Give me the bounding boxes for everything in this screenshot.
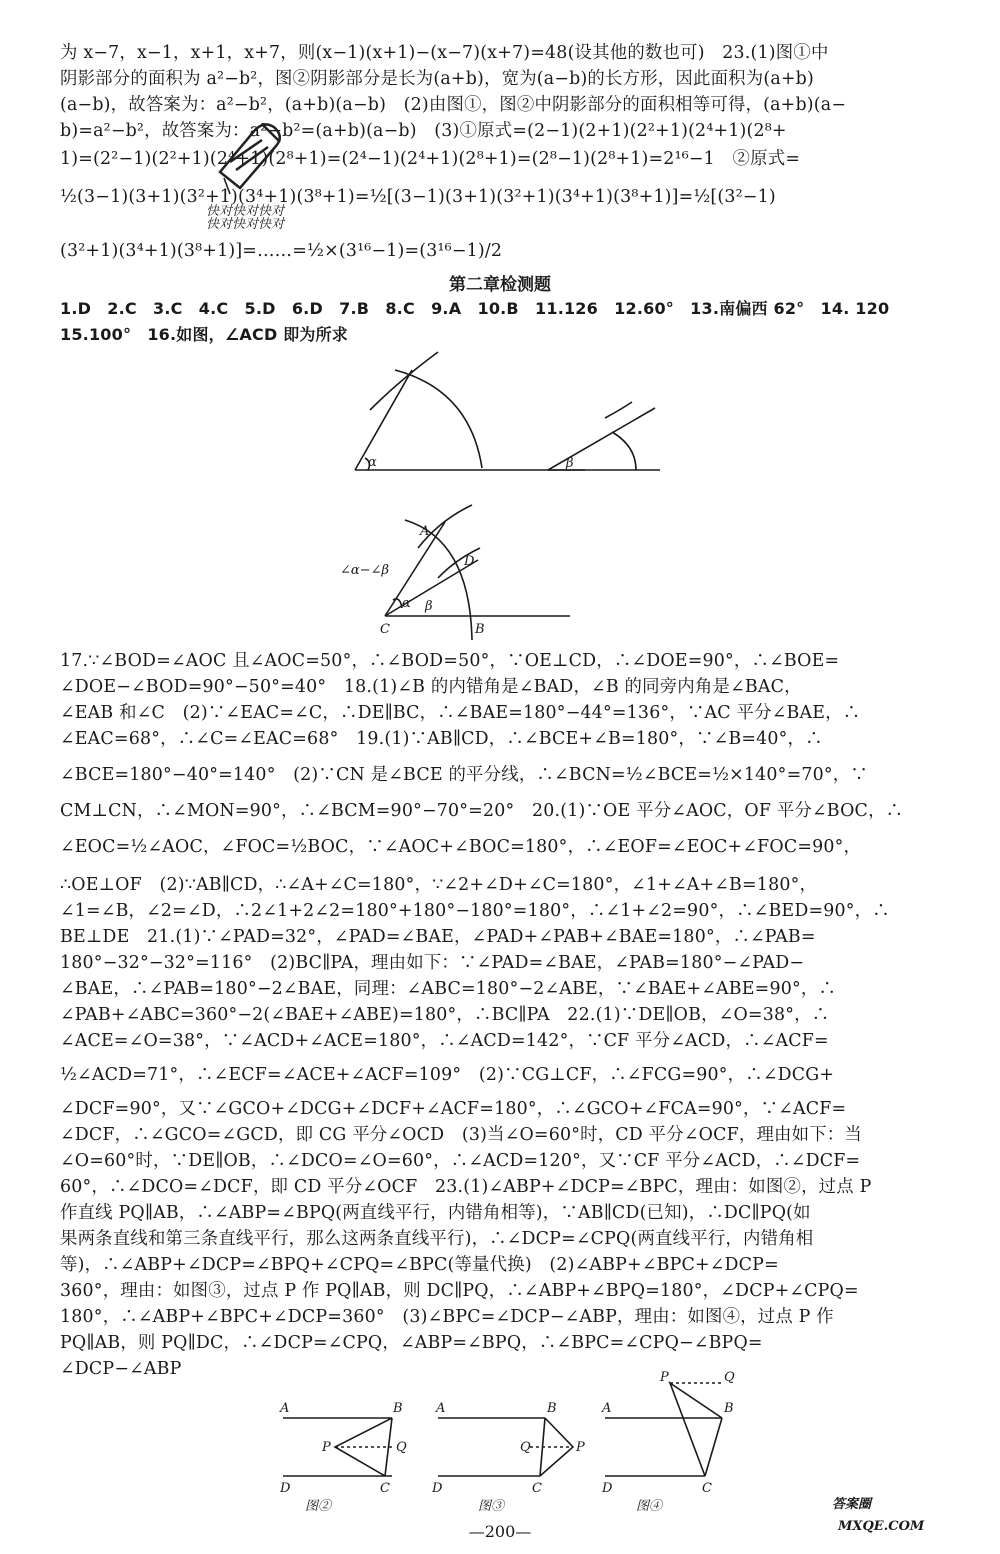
text-line: 1)=(2²−1)(2²+1)(2⁴+1)(2⁸+1)=(2⁴−1)(2⁴+1)(2⁸+1)=(2⁸−1)(2⁸+1)=2¹⁶−1 ②原式=	[60, 149, 801, 169]
text-line: 阴影部分的面积为 a²−b²，图②阴影部分是长为(a+b)，宽为(a−b)的长方形，因此面积为(a+b)	[60, 69, 814, 89]
text-line: 360°，理由：如图③，过点 P 作 PQ∥AB，则 DC∥PQ，∴∠ABP+∠BPQ=180°，∠DCP+∠CPQ=	[60, 1281, 859, 1301]
point-label-c: C	[702, 1481, 712, 1496]
point-label-c: C	[380, 622, 390, 637]
text-line: ∴OE⊥OF (2)∵AB∥CD，∴∠A+∠C=180°，∵∠2+∠D+∠C=180°，∠1+∠A+∠B=180°，	[60, 875, 818, 895]
text-line: b)=a²−b²，故答案为：a²−b²=(a+b)(a−b) (3)①原式=(2−1)(2+1)(2²+1)(2⁴+1)(2⁸+	[60, 121, 787, 141]
point-label-c: C	[380, 1481, 390, 1496]
point-label-a: A	[436, 1401, 446, 1416]
text-line: 180°−32°−32°=116° (2)BC∥PA，理由如下：∵∠PAD=∠BAE，∠PAB=180°−∠PAD−	[60, 953, 805, 973]
text-line: ∠DCF=90°，又∵∠GCO+∠DCG+∠DCF+∠ACF=180°，∴∠GCO+∠FCA=90°，∵∠ACF=	[60, 1099, 847, 1119]
text-line: 作直线 PQ∥AB，∴∠ABP=∠BPQ(两直线平行，内错角相等)，∵AB∥CD(已知)，∴DC∥PQ(如	[60, 1203, 811, 1223]
text-line: ∠ACE=∠O=38°，∵∠ACD+∠ACE=180°，∴∠ACD=142°，∵CF 平分∠ACD，∴∠ACF=	[60, 1031, 829, 1051]
text-line: (3²+1)(3⁴+1)(3⁸+1)]=……=½×(3¹⁶−1)=(3¹⁶−1)/2	[60, 241, 503, 261]
text-line: ½(3−1)(3+1)(3²+1)(3⁴+1)(3⁸+1)=½[(3−1)(3+1)(3²+1)(3⁴+1)(3⁸+1)]=½[(3²−1)	[60, 187, 776, 207]
text-line: BE⊥DE 21.(1)∵∠PAD=32°，∠PAD=∠BAE，∠PAD+∠PAB+∠BAE=180°，∴∠PAB=	[60, 927, 816, 947]
text-line: (a−b)，故答案为：a²−b²，(a+b)(a−b) (2)由图①，图②中阴影部分的面积相等可得，(a+b)(a−	[60, 95, 847, 115]
stamp-text: 快对快对快对	[206, 204, 285, 219]
figure-caption: 图③	[478, 1499, 505, 1514]
point-label-q: Q	[724, 1370, 735, 1385]
text-line: ∠EAB 和∠C (2)∵∠EAC=∠C，∴DE∥BC，∴∠BAE=180°−44°=136°，∵AC 平分∠BAE，∴	[60, 703, 861, 723]
point-label-b: B	[547, 1401, 557, 1416]
chapter-heading: 第二章检测题	[449, 275, 551, 295]
point-label-q: Q	[396, 1440, 407, 1455]
text-line: 60°，∴∠DCO=∠DCF，即 CD 平分∠OCF 23.(1)∠ABP+∠DCP=∠BPC，理由：如图②，过点 P	[60, 1177, 872, 1197]
angle-beta-label: β	[566, 456, 574, 471]
angle-alpha-label: α	[402, 596, 411, 611]
text-line: 17.∵∠BOD=∠AOC 且∠AOC=50°，∴∠BOD=50°，∵OE⊥CD，∴∠DOE=90°，∴∠BOE=	[60, 651, 840, 671]
point-label-d: D	[602, 1481, 613, 1496]
watermark-text: 答案圈	[832, 1497, 872, 1512]
text-line: ∠DOE−∠BOD=90°−50°=40° 18.(1)∠B 的内错角是∠BAD，∠B 的同旁内角是∠BAC，	[60, 677, 802, 697]
text-line: ∠PAB+∠ABC=360°−2(∠BAE+∠ABE)=180°，∴BC∥PA 22.(1)∵DE∥OB，∠O=38°，∴	[60, 1005, 830, 1025]
point-label-a: A	[280, 1401, 290, 1416]
point-label-d: D	[464, 554, 475, 569]
watermark-url: MXQE.COM	[838, 1519, 925, 1534]
text-line: ½∠ACD=71°，∴∠ECF=∠ACE+∠ACF=109° (2)∵CG⊥CF，∴∠FCG=90°，∴∠DCG+	[60, 1065, 835, 1085]
text-line: ∠BAE，∴∠PAB=180°−2∠BAE，同理：∠ABC=180°−2∠ABE，∵∠BAE+∠ABE=90°，∴	[60, 979, 837, 999]
text-line: 果两条直线和第三条直线平行，那么这两条直线平行)，∴∠DCP=∠CPQ(两直线平行，内错角相	[60, 1229, 814, 1249]
point-label-p: P	[576, 1440, 585, 1455]
figure-caption: 图②	[305, 1499, 332, 1514]
figure-caption: 图④	[636, 1499, 663, 1514]
point-label-p: P	[322, 1440, 331, 1455]
answer-key-line: 15.100° 16.如图，∠ACD 即为所求	[60, 325, 349, 344]
point-label-b: B	[393, 1401, 403, 1416]
text-line: ∠O=60°时，∵DE∥OB，∴∠DCO=∠O=60°，∴∠ACD=120°，又∵CF 平分∠ACD，∴∠DCF=	[60, 1151, 861, 1171]
text-line: ∠1=∠B，∠2=∠D，∴2∠1+2∠2=180°+180°−180°=180°，∴∠1+∠2=90°，∴∠BED=90°，∴	[60, 901, 890, 921]
text-line: CM⊥CN，∴∠MON=90°，∴∠BCM=90°−70°=20° 20.(1)∵OE 平分∠AOC，OF 平分∠BOC，∴	[60, 801, 904, 821]
text-line: ∠EAC=68°，∴∠C=∠EAC=68° 19.(1)∵AB∥CD，∴∠BCE+∠B=180°，∵∠B=40°，∴	[60, 729, 823, 749]
point-label-b: B	[475, 622, 485, 637]
answer-key-line: 1.D 2.C 3.C 4.C 5.D 6.D 7.B 8.C 9.A 10.B 11.126 12.60° 13.南偏西 62° 14. 120	[60, 299, 890, 318]
angle-alpha-label: α	[368, 455, 377, 470]
text-line: 180°，∴∠ABP+∠BPC+∠DCP=360° (3)∠BPC=∠DCP−∠ABP，理由：如图④，过点 P 作	[60, 1307, 834, 1327]
text-line: 等)，∴∠ABP+∠DCP=∠BPQ+∠CPQ=∠BPC(等量代换) (2)∠ABP+∠BPC+∠DCP=	[60, 1255, 779, 1275]
text-line: ∠DCF，∴∠GCO=∠GCD，即 CG 平分∠OCD (3)当∠O=60°时，CD 平分∠OCF，理由如下：当	[60, 1125, 862, 1145]
angle-difference-label: ∠α−∠β	[340, 563, 389, 578]
stamp-text: 快对快对快对	[206, 217, 285, 232]
text-line: PQ∥AB，则 PQ∥DC，∴∠DCP=∠CPQ，∠ABP=∠BPQ，∴∠BPC=∠CPQ−∠BPQ=	[60, 1333, 763, 1353]
point-label-a: A	[420, 524, 430, 539]
text-line: 为 x−7，x−1，x+1，x+7，则(x−1)(x+1)−(x−7)(x+7)=48(设其他的数也可) 23.(1)图①中	[60, 43, 829, 63]
watermark-logo	[828, 1478, 978, 1536]
point-label-b: B	[724, 1401, 734, 1416]
point-label-c: C	[532, 1481, 542, 1496]
point-label-a: A	[602, 1401, 612, 1416]
point-label-q: Q	[520, 1440, 531, 1455]
point-label-d: D	[432, 1481, 443, 1496]
text-line: ∠EOC=½∠AOC，∠FOC=½BOC，∵∠AOC+∠BOC=180°，∴∠EOF=∠EOC+∠FOC=90°，	[60, 837, 862, 857]
point-label-p: P	[660, 1370, 669, 1385]
point-label-d: D	[280, 1481, 291, 1496]
angle-beta-label: β	[425, 599, 433, 614]
text-line: ∠BCE=180°−40°=140° (2)∵CN 是∠BCE 的平分线，∴∠BCN=½∠BCE=½×140°=70°，∵	[60, 765, 868, 785]
page-number: —200—	[468, 1522, 532, 1541]
text-line: ∠DCP−∠ABP	[60, 1359, 182, 1379]
